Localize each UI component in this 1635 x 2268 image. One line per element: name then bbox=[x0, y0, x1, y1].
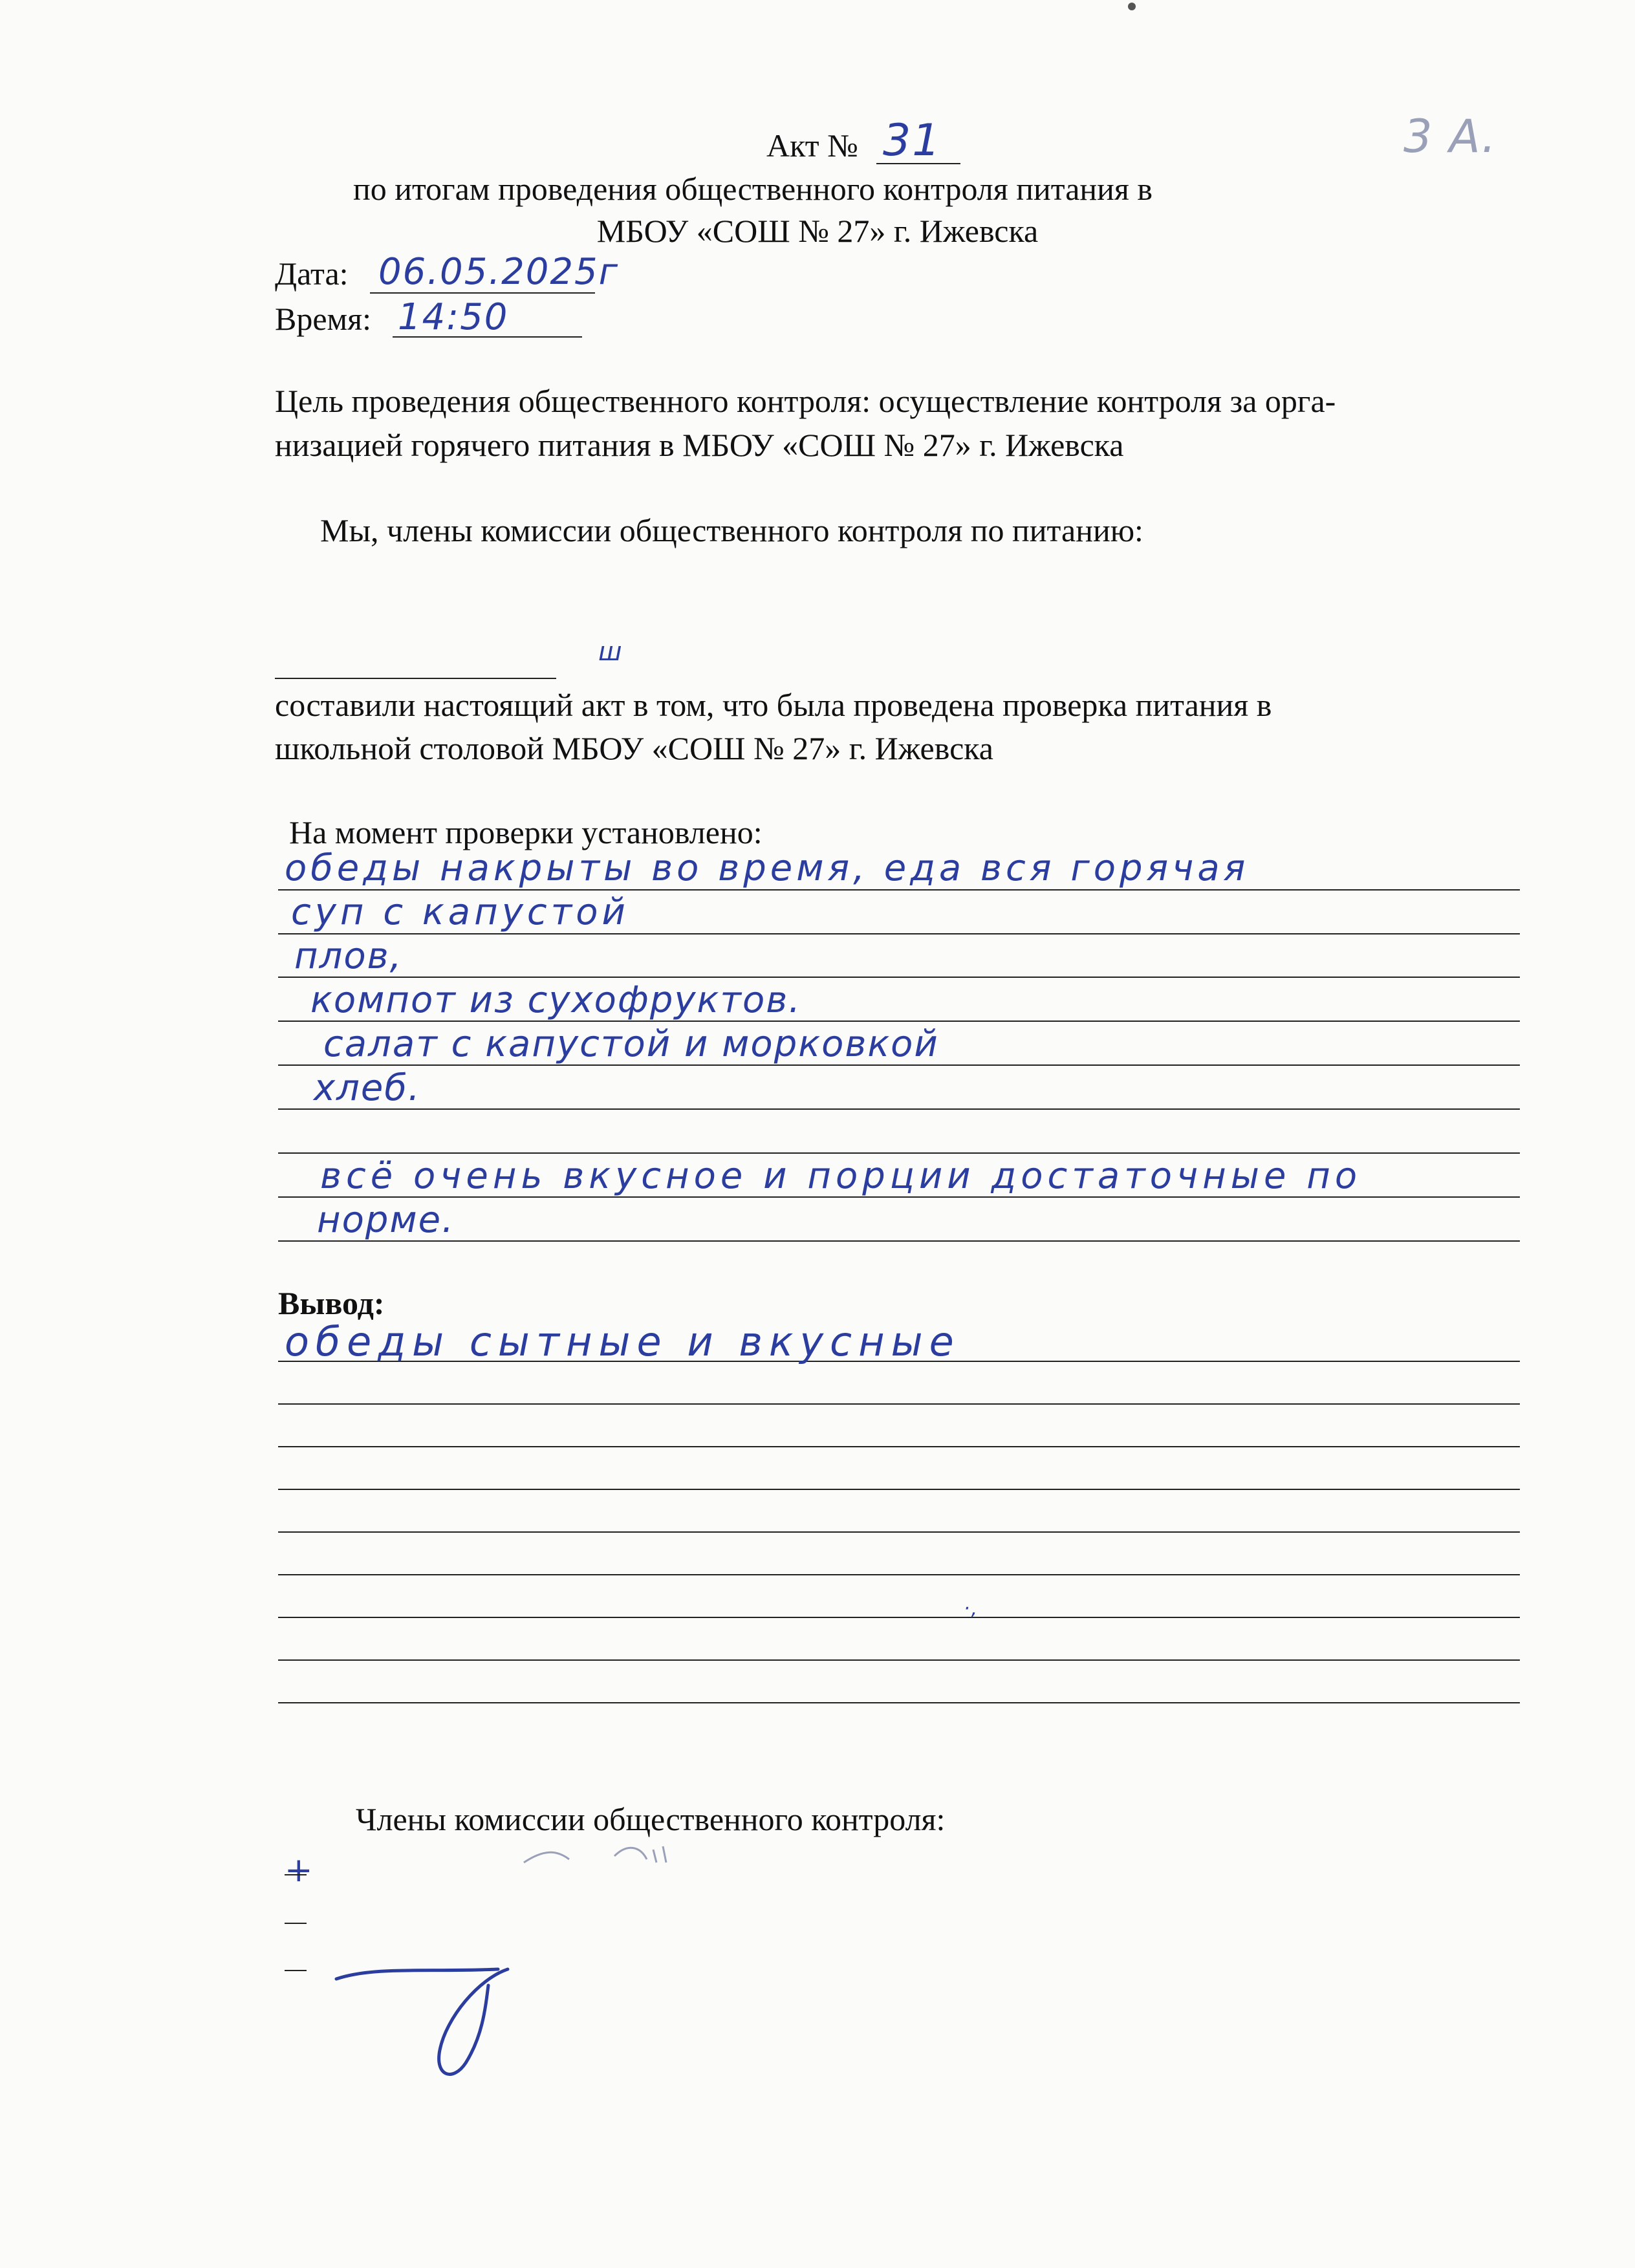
members-intro: Мы, члены комиссии общественного контроля по питанию: bbox=[320, 512, 1143, 548]
conclusion-rule bbox=[278, 1617, 1520, 1618]
top-edge-mark bbox=[1122, 0, 1142, 16]
findings-rule bbox=[278, 1240, 1520, 1242]
finding-line: обеды накрыты во время, еда вся горячая bbox=[285, 847, 1250, 889]
purpose-line-2: низацией горячего питания в МБОУ «СОШ № 27» г. Ижевска bbox=[275, 427, 1124, 463]
findings-rule bbox=[278, 977, 1520, 978]
statement-line-1: составили настоящий акт в том, что была проведена проверка питания в bbox=[275, 687, 1272, 723]
signatures-label: Члены комиссии общественного контроля: bbox=[356, 1801, 946, 1837]
time-value: 14:50 bbox=[398, 296, 509, 338]
corner-note: 3 А. bbox=[1403, 110, 1497, 163]
conclusion-rule bbox=[278, 1574, 1520, 1575]
signature-dash-1 bbox=[285, 1874, 307, 1875]
stray-mark: ·, bbox=[964, 1597, 979, 1620]
act-label: Акт № bbox=[766, 127, 858, 164]
finding-line: всё очень вкусное и порции достаточные по bbox=[320, 1155, 1362, 1197]
signature-scribble bbox=[323, 1940, 530, 2089]
findings-label: На момент проверки установлено: bbox=[289, 814, 763, 850]
findings-rule bbox=[278, 933, 1520, 934]
findings-rule bbox=[278, 889, 1520, 891]
conclusion-rule bbox=[278, 1489, 1520, 1490]
signature-mark-1: + bbox=[285, 1851, 314, 1890]
time-label: Время: bbox=[275, 301, 372, 337]
signature-dash-3 bbox=[285, 1970, 307, 1971]
purpose-line-1: Цель проведения общественного контроля: осуществление контроля за орга- bbox=[275, 383, 1336, 419]
finding-line: хлеб. bbox=[314, 1067, 421, 1109]
conclusion-rule bbox=[278, 1702, 1520, 1703]
date-label: Дата: bbox=[275, 255, 349, 292]
act-number: 31 bbox=[883, 115, 942, 166]
conclusion-rule bbox=[278, 1403, 1520, 1405]
conclusion-line: обеды сытные и вкусные bbox=[285, 1318, 960, 1365]
findings-rule bbox=[278, 1108, 1520, 1110]
title-line-1: по итогам проведения общественного контроля питания в bbox=[352, 171, 1153, 207]
signature-dash-2 bbox=[285, 1923, 307, 1924]
conclusion-rule bbox=[278, 1446, 1520, 1447]
members-mark: ш bbox=[598, 637, 623, 667]
finding-line: суп с капустой bbox=[291, 891, 629, 933]
members-underline bbox=[275, 678, 556, 679]
finding-line: плов, bbox=[294, 935, 403, 977]
title-line-2: МБОУ «СОШ № 27» г. Ижевска bbox=[596, 213, 1039, 249]
date-value: 06.05.2025г bbox=[378, 251, 620, 293]
statement-line-2: школьной столовой МБОУ «СОШ № 27» г. Ижевска bbox=[275, 730, 993, 766]
conclusion-rule bbox=[278, 1531, 1520, 1533]
conclusion-label: Вывод: bbox=[278, 1285, 385, 1321]
finding-line: компот из сухофруктов. bbox=[310, 979, 802, 1021]
conclusion-rule bbox=[278, 1659, 1520, 1661]
findings-rule bbox=[278, 1152, 1520, 1154]
finding-line: салат с капустой и морковкой bbox=[323, 1023, 939, 1065]
signature-faint bbox=[517, 1837, 711, 1869]
finding-line: норме. bbox=[317, 1199, 455, 1241]
